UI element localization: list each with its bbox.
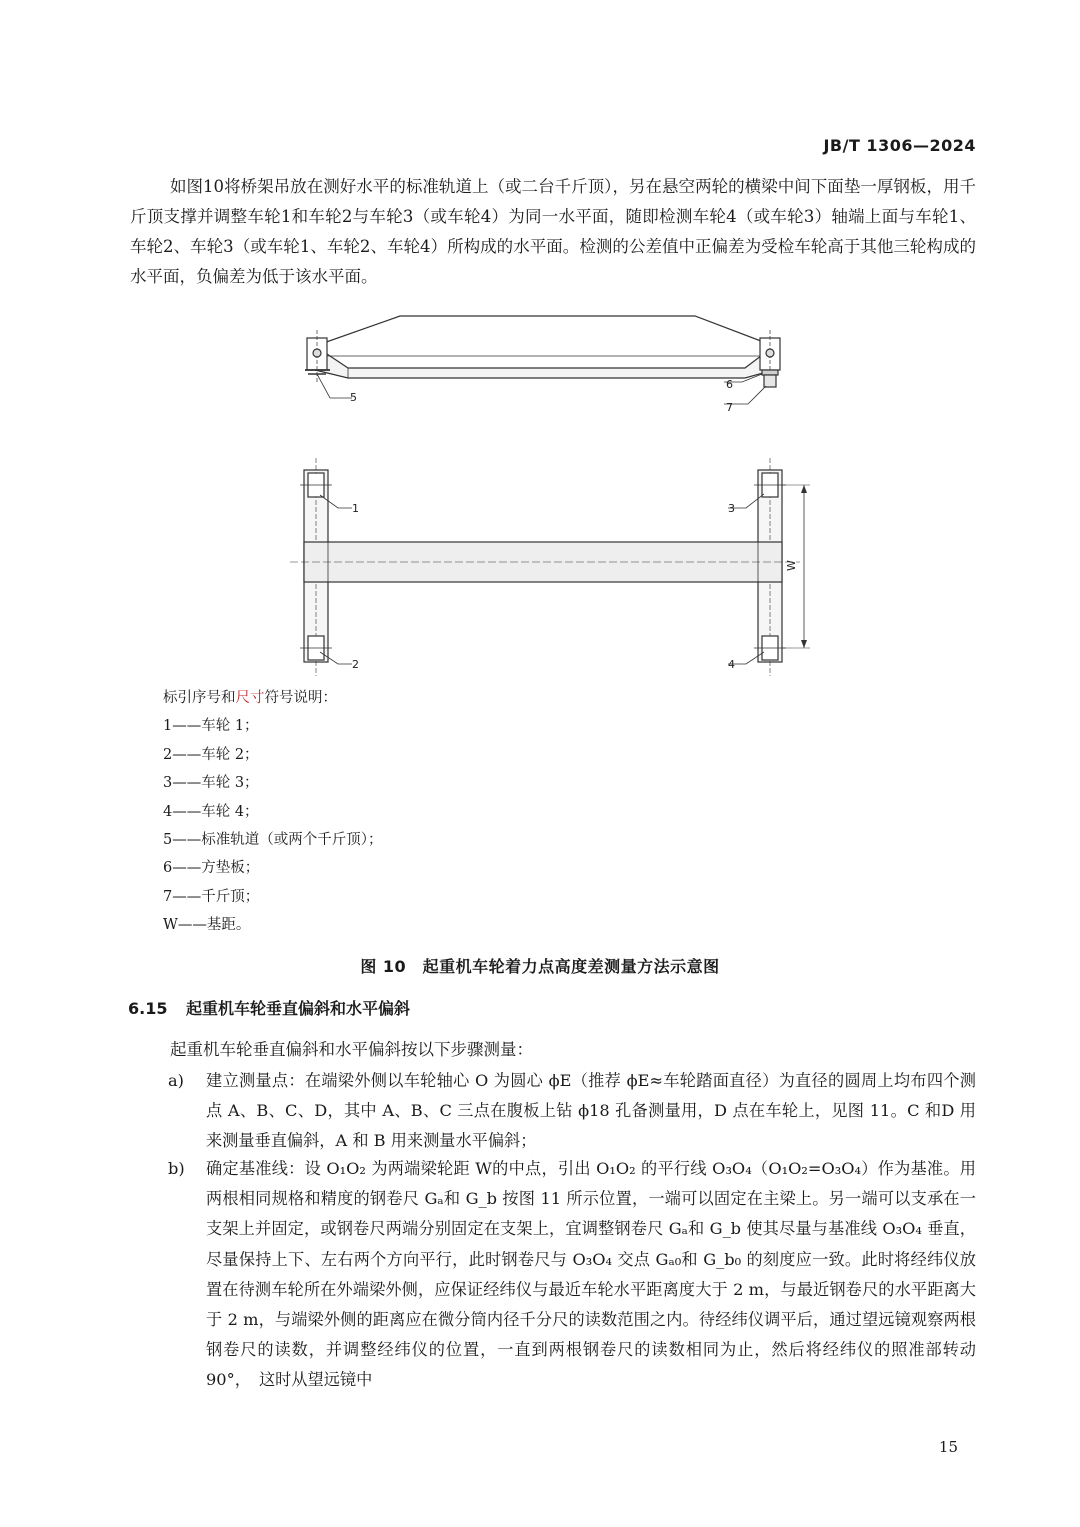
label-3: 3 bbox=[728, 502, 735, 515]
steps-intro: 起重机车轮垂直偏斜和水平偏斜按以下步骤测量： bbox=[170, 1040, 533, 1059]
figure-caption: 图 10 起重机车轮着力点高度差测量方法示意图 bbox=[360, 957, 720, 976]
legend-item: 5——标准轨道（或两个千斤顶）； bbox=[163, 832, 383, 849]
list-item-text: 建立测量点：在端梁外侧以车轮轴心 O 为圆心 ϕE（推荐 ϕE≈车轮踏面直径）为直径的圆周上均布四个测点 A、B、C、D，其中 A、B、C 三点在腹板上钻 ϕ18 孔备测量用，D 点在车轮上，见图 11。C 和D 用来测量垂直偏斜，A 和 B 用来测量水平偏斜； bbox=[206, 1071, 976, 1151]
legend-item: 3——车轮 3； bbox=[163, 775, 259, 792]
label-6: 6 bbox=[726, 378, 733, 391]
label-7: 7 bbox=[726, 401, 733, 414]
jack bbox=[764, 375, 776, 387]
bridge-diagram bbox=[290, 308, 810, 683]
page-number: 15 bbox=[938, 1438, 958, 1456]
legend-item: 6——方垫板； bbox=[163, 860, 260, 877]
label-4: 4 bbox=[728, 658, 735, 671]
label-1: 1 bbox=[352, 502, 359, 515]
legend-item: 2——车轮 2； bbox=[163, 746, 259, 763]
section-heading bbox=[128, 996, 410, 1019]
list-marker: b) bbox=[168, 1159, 185, 1178]
list-marker: a) bbox=[168, 1071, 184, 1090]
square-pad bbox=[762, 370, 778, 375]
list-item-b bbox=[168, 1154, 976, 1396]
legend-title: 标引序号和尺寸符号说明： bbox=[163, 690, 337, 706]
list-item-text: 确定基准线：设 O₁O₂ 为两端梁轮距 W的中点，引出 O₁O₂ 的平行线 O₃O₄（O₁O₂=O₃O₄）作为基准。用两根相同规格和精度的钢卷尺 Gₐ和 G_b 按图 11 所示位置，一端可以固定在主梁上。另一端可以支承在一支架上并固定，或钢卷尺两端分别固定在支架上，宜调整钢卷尺 Gₐ和 G_b 使其尽量与基准线 O₃O₄ 垂直，尽量保持上下、左右两个方向平行，此时钢卷尺与 O₃O₄ 交点 Gₐ₀和 G_b₀ 的刻度应一致。此时将经纬仪放置在待测车轮所在外端梁外侧，应保证经纬仪与最近车轮水平距离度大于 2 m，与最近钢卷尺的水平距离大于 2 m，与端梁外侧的距离应在微分筒内径千分尺的读数范围之内。待经纬仪调平后，通过望远镜观察两根钢卷尺的读数，并调整经纬仪的位置，一直到两根钢卷尺的读数相同为止，然后将经纬仪的照准部转动 90°， 这时从望远镜中 bbox=[206, 1159, 976, 1390]
legend-item: 1——车轮 1； bbox=[163, 718, 259, 735]
standard-code: JB/T 1306—2024 bbox=[823, 136, 976, 155]
figure-legend bbox=[163, 684, 382, 940]
legend-item: W——基距。 bbox=[163, 917, 251, 934]
legend-item: 7——千斤顶； bbox=[163, 888, 260, 905]
label-w: W bbox=[785, 560, 798, 571]
figure-10 bbox=[290, 308, 810, 683]
list-item-a bbox=[168, 1066, 976, 1157]
side-view bbox=[305, 316, 780, 404]
label-2: 2 bbox=[352, 658, 359, 671]
label-5: 5 bbox=[350, 391, 357, 404]
intro-paragraph: 如图10将桥架吊放在测好水平的标准轨道上（或二台千斤顶），另在悬空两轮的横梁中间下面垫一厚钢板，用千斤顶支撑并调整车轮1和车轮2与车轮3（或车轮4）为同一水平面，随即检测车轮4（或车轮3）轴端上面与车轮1、车轮2、车轮3（或车轮1、车轮2、车轮4）所构成的水平面。检测的公差值中正偏差为受检车轮高于其他三轮构成的水平面，负偏差为低于该水平面。 bbox=[130, 177, 976, 286]
girder-top-edge bbox=[315, 316, 774, 346]
legend-item: 4——车轮 4； bbox=[163, 803, 259, 820]
girder-outline bbox=[315, 346, 774, 378]
section-title: 起重机车轮垂直偏斜和水平偏斜 bbox=[186, 999, 411, 1018]
plan-view bbox=[290, 458, 810, 676]
section-number: 6.15 bbox=[128, 999, 168, 1018]
